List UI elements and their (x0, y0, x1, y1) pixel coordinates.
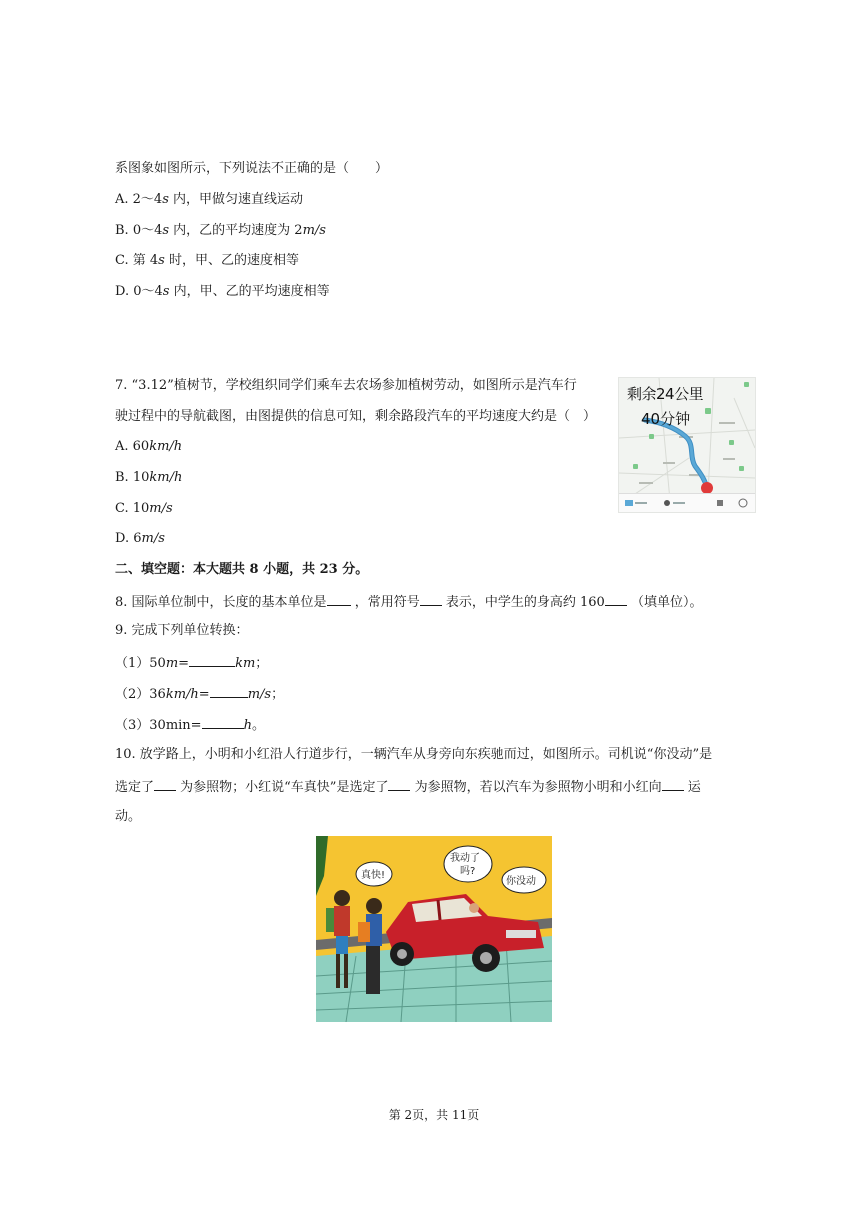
svg-text:你没动: 你没动 (506, 876, 536, 887)
q6-stem-tail: 系图象如图所示，下列说法不正确的是（ ） (115, 161, 389, 176)
q7-option-a: A. 60km/h (115, 439, 183, 454)
q7-stem-line2: 驶过程中的导航截图，由图提供的信息可知，剩余路段汽车的平均速度大约是（ ） (115, 409, 597, 424)
page-footer: 第 2页，共 11页 (388, 1108, 480, 1122)
nav-bottom-icons (619, 494, 755, 512)
q6-option-b: B. 0～4s 内，乙的平均速度为 2m/s (115, 223, 326, 238)
q9-item-3: （3）30min= h。 (115, 715, 265, 735)
q6-option-c: C. 第 4s 时，甲、乙的速度相等 (115, 253, 299, 268)
navigation-screenshot (618, 377, 756, 513)
q6-option-d: D. 0～4s 内，甲、乙的平均速度相等 (115, 284, 330, 299)
q10-blank-1[interactable] (154, 777, 176, 791)
q9-blank-3[interactable] (202, 715, 244, 729)
q7-option-d: D. 6m/s (115, 531, 165, 546)
nav-bottom-bar (619, 493, 755, 512)
svg-text:吗?: 吗? (460, 866, 476, 877)
q9-blank-2[interactable] (210, 684, 248, 698)
q9-blank-1[interactable] (189, 653, 235, 667)
q8-stem: 8. 国际单位制中，长度的基本单位是 ，常用符号 表示，中学生的身高约 160 （填单位）。 (115, 592, 702, 612)
bubble-car (444, 846, 492, 882)
q8-blank-1[interactable] (327, 592, 351, 606)
q7-stem-line1: 7. “3.12”植树节，学校组织同学们乘车去农场参加植树劳动，如图所示是汽车行 (115, 378, 577, 393)
q10-stem-line3: 动。 (115, 809, 142, 824)
q9-item-2: （2）36km/h= m/s； (115, 684, 284, 704)
q10-blank-3[interactable] (662, 777, 684, 791)
remaining-distance: 剩余24公里 (627, 385, 704, 403)
car-cartoon-figure (316, 836, 552, 1022)
bubble-girl (356, 862, 392, 886)
q10-stem-line2: 选定了 为参照物；小红说“车真快”是选定了 为参照物，若以汽车为参照物小明和小红向 运 (115, 777, 701, 797)
q10-stem-line1: 10. 放学路上，小明和小红沿人行道步行，一辆汽车从身旁向东疾驰而过，如图所示。司机说“你没动”是 (115, 747, 713, 762)
bubble-right (502, 867, 546, 893)
q8-blank-2[interactable] (420, 592, 442, 606)
section2-header: 二、填空题：本大题共 8 小题，共 23 分。 (115, 562, 369, 577)
q6-option-a: A. 2～4s 内，甲做匀速直线运动 (115, 192, 304, 207)
q9-item-1: （1）50m= km； (115, 653, 268, 673)
q10-blank-2[interactable] (388, 777, 410, 791)
remaining-time: 40分钟 (641, 410, 691, 428)
q7-option-c: C. 10m/s (115, 501, 173, 516)
q8-blank-3[interactable] (605, 592, 627, 606)
q9-intro: 9. 完成下列单位转换： (115, 623, 249, 638)
svg-text:真快!: 真快! (361, 870, 386, 881)
q7-option-b: B. 10km/h (115, 470, 183, 485)
svg-text:我动了: 我动了 (450, 853, 480, 864)
